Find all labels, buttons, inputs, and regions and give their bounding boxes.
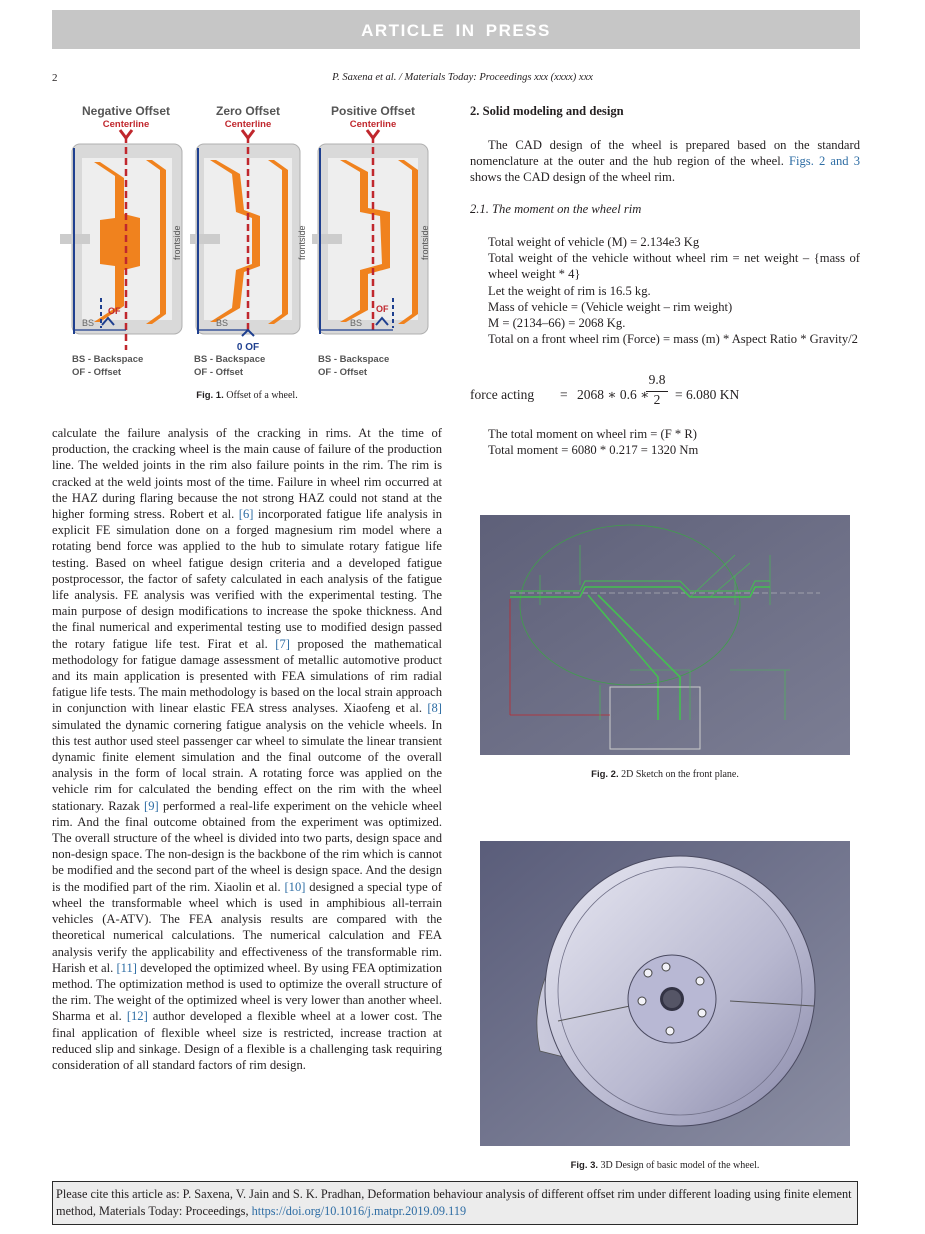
reference-link[interactable]: [12] xyxy=(126,1009,148,1024)
rim-panel-positive xyxy=(312,130,430,334)
page-number: 2 xyxy=(52,72,58,84)
centerline-label: Centerline xyxy=(224,119,272,130)
body-text: performed a real-life experiment on the vehicle wheel rim. And the final outcome obtained from the experiment was optimized. The overall structure of the wheel is divided into two parts, design space and non-design space. The non-design is the backbone of the rim which is cannot be modified and the second part of the wheel is design space. And the design is the modified part of the rim. Xiaolin et al. xyxy=(52,798,442,894)
subsection-heading: 2.1. The moment on the wheel rim xyxy=(470,202,642,216)
citation-text: Please cite this article as: P. Saxena, V. Jain and S. K. Pradhan, Deformation behaviour analysis of different offset rim under different loading using finite element method, Materials Today: Proceedings, xyxy=(56,1187,852,1218)
figure-link[interactable]: Figs. 2 and 3 xyxy=(789,154,861,169)
section-heading: 2. Solid modeling and design xyxy=(470,104,624,118)
rim-panel-zero xyxy=(190,130,307,353)
body-text: simulated the dynamic cornering fatigue analysis on the vehicle wheels. In this test author used steel passenger car wheel to simulate the linear transient dynamic finite element simulation and the final outcome of the overall analysis in the form of local strain. A rotating force was applied on the vehicle rim for calculated the bending effect on the rim with the wheel stationary. Razak xyxy=(52,717,442,813)
body-text: developed the optimized wheel. By using FEA optimization method. The optimization method is used to optimize the overall structure of the rim. The weight of the optimized wheel is very lower than another wheel. Sharma et al. xyxy=(52,960,442,1024)
doi-link[interactable]: https://doi.org/10.1016/j.matpr.2019.09.119 xyxy=(251,1204,467,1218)
legend-of: OF - Offset xyxy=(194,367,244,378)
figure-3-3d-wheel xyxy=(480,841,850,1146)
article-in-press-banner: ARTICLE IN PRESS xyxy=(52,10,860,49)
reference-link[interactable]: [10] xyxy=(284,879,306,894)
calc-line: M = (2134–66) = 2068 Kg. xyxy=(488,316,626,331)
figure-1-offset-diagram xyxy=(60,100,443,382)
of-label: OF xyxy=(108,306,121,316)
legend-bs: BS - Backspace xyxy=(194,354,266,365)
legend-of: OF - Offset xyxy=(72,367,122,378)
calc-line: Total weight of the vehicle without wheel rim = net weight – {mass of wheel weight * 4} xyxy=(488,251,860,282)
panel-title-zero: Zero Offset xyxy=(215,104,281,118)
left-column-text xyxy=(52,425,442,1073)
rim-panel-negative xyxy=(60,130,182,350)
legend-of: OF - Offset xyxy=(318,367,368,378)
body-text: designed a special type of wheel the transformable wheel which is used in amphibious all-terrain vehicles (A-ATV). The FEA analysis results are compared with the theoretical numerical calculations. The numerical calculation and FEA analysis verify the applicability and effectiveness of the transformable rim. Harish et al. xyxy=(52,879,442,975)
body-text: proposed the mathematical methodology for fatigue damage assessment of metallic automotive product and its main application is presented with FEA simulations of rim radial fatigue life tests. The main methodology is based on the local strain approach in conjunction with linear elastic FEA stress analyses. Xiaofeng et al. xyxy=(52,636,442,716)
caption-label: Fig. 3. xyxy=(570,1160,599,1171)
legend-bs: BS - Backspace xyxy=(72,354,144,365)
calc-line: Total weight of vehicle (M) = 2.134e3 Kg xyxy=(488,235,700,249)
caption-label: Fig. 1. xyxy=(196,390,224,401)
figure-2-2d-sketch xyxy=(480,515,850,755)
figure-2-caption xyxy=(470,769,860,780)
reference-link[interactable]: [9] xyxy=(144,798,159,813)
intro-paragraph: The CAD design of the wheel is prepared based on the standard nomenclature at the outer and the hub region of the wheel. Figs. 2 and 3 shows the CAD design of the wheel rim. xyxy=(470,138,861,185)
citation-box xyxy=(52,1181,858,1225)
force-equation: force acting = 2068 ∗ 0.6 ∗ 9.8 2 = 6.080 KN xyxy=(470,372,740,407)
figure-3-caption xyxy=(470,1160,860,1171)
frontside-label: frontside xyxy=(172,225,182,260)
moment-line: The total moment on wheel rim = (F * R) xyxy=(488,427,697,441)
legend-bs: BS - Backspace xyxy=(318,354,390,365)
running-head: P. Saxena et al. / Materials Today: Proceedings xxx (xxxx) xxx xyxy=(332,72,593,83)
bs-label: BS xyxy=(216,318,229,328)
centerline-label: Centerline xyxy=(102,119,150,130)
calc-line: Total on a front wheel rim (Force) = mass (m) * Aspect Ratio * Gravity/2 xyxy=(488,332,858,347)
frontside-label: frontside xyxy=(297,225,307,260)
calc-line: Mass of vehicle = (Vehicle weight – rim weight) xyxy=(488,299,733,314)
reference-link[interactable]: [7] xyxy=(275,636,290,651)
caption-text: 2D Sketch on the front plane. xyxy=(621,769,739,780)
bs-label: BS xyxy=(350,318,363,328)
moment-line: Total moment = 6080 * 0.217 = 1320 Nm xyxy=(488,443,699,458)
body-text: calculate the failure analysis of the cracking in rims. At the time of production, the cracking wheel is the main cause of failure of the production line. The welded joints in the rim also failure points in the rim. The rim is cracked at the weld joints most of the time. Failure in wheel rim occurred at the HAZ during flaring because the not strong HAZ could not stand at the higher forming stress. Robert et al. xyxy=(52,426,442,522)
reference-link[interactable]: [11] xyxy=(116,960,137,975)
reference-link[interactable]: [6] xyxy=(238,507,254,522)
caption-label: Fig. 2. xyxy=(591,769,619,780)
caption-text: Offset of a wheel. xyxy=(226,390,298,401)
of-label: OF xyxy=(376,304,389,314)
frontside-label: frontside xyxy=(420,225,430,260)
body-text: author developed a flexible wheel at a lower cost. The final application of flexible wheel size is restricted, increase traction at reduced slip and sinkage. Design of a flexible is a challenging task requiring consideration of all standard factors of rim design. xyxy=(52,1009,442,1072)
figure-1-caption xyxy=(52,390,442,401)
reference-link[interactable]: [8] xyxy=(427,701,442,716)
zero-of-label: 0 OF xyxy=(236,342,260,353)
caption-text: 3D Design of basic model of the wheel. xyxy=(600,1160,760,1171)
panel-title-negative: Negative Offset xyxy=(81,104,171,118)
body-text: incorporated fatigue life analysis in explicit FE simulation done on a forged magnesium rim model where a rotating bend force was applied to the hub to simulate rotary fatigue life testing. Based on wheel fatigue design criteria and a developed fatigue postprocessor, the factor of safety calculated in each analysis of the fatigue life analysis. FE analysis was verified with the experimental testing. The main purpose of design modifications to increase the spoke thickness. And the final numerical and experimental testing use to modified design passed the rotary fatigue life test. Firat et al. xyxy=(52,507,442,651)
panel-title-positive: Positive Offset xyxy=(330,104,416,118)
moment-lines xyxy=(488,426,860,458)
calc-line: Let the weight of rim is 16.5 kg. xyxy=(488,283,651,298)
centerline-label: Centerline xyxy=(349,119,397,130)
body-paragraph xyxy=(52,425,442,1073)
bs-label: BS xyxy=(82,318,95,328)
calculation-lines xyxy=(488,234,860,347)
